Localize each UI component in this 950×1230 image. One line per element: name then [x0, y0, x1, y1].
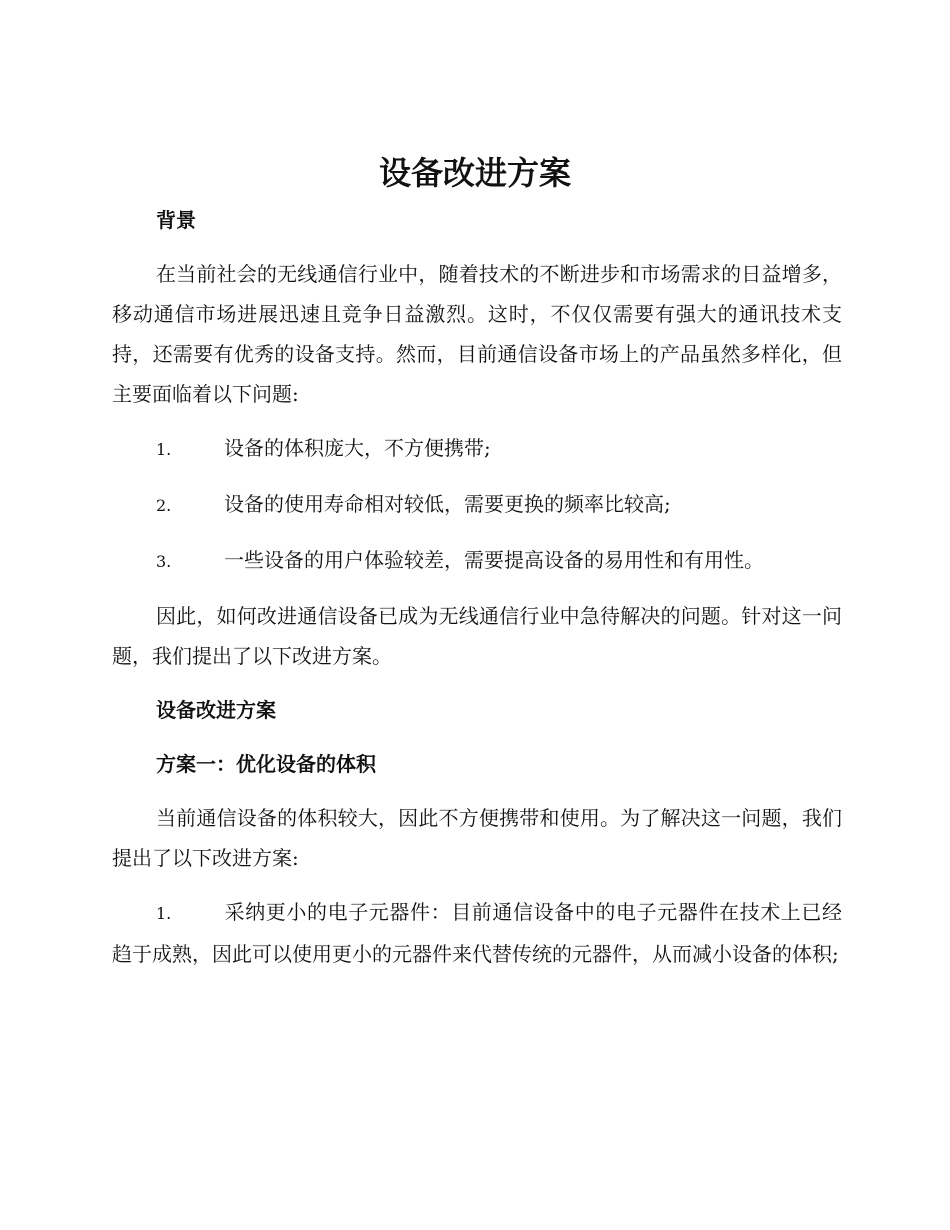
- paragraph-background: 在当前社会的无线通信行业中，随着技术的不断进步和市场需求的日益增多，移动通信市场进展迅速且竞争日益激烈。这时，不仅仅需要有强大的通讯技术支持，还需要有优秀的设备支持。然而，目前通信设备市场上的产品虽然多样化，但主要面临着以下问题:: [112, 262, 842, 406]
- list-text: 设备的体积庞大，不方便携带;: [224, 436, 491, 460]
- list-number: 1.: [156, 440, 172, 459]
- list-item: [112, 540, 842, 582]
- section-heading-plan: 设备改进方案: [156, 698, 276, 722]
- subsection-heading-plan1: 方案一：优化设备的体积: [156, 752, 376, 776]
- list-number: 3.: [156, 552, 172, 571]
- document-body: [112, 200, 842, 974]
- list-item: [112, 892, 842, 974]
- list-item: [112, 428, 842, 470]
- list-number: 1.: [156, 904, 172, 923]
- page-title: 设备改进方案: [378, 154, 571, 192]
- list-text: 设备的使用寿命相对较低，需要更换的频率比较高;: [224, 492, 671, 516]
- list-text: 采纳更小的电子元器件：目前通信设备中的电子元器件在技术上已经趋于成熟，因此可以使用更小的元器件来代替传统的元器件，从而减小设备的体积;: [112, 900, 842, 966]
- list-number: 2.: [156, 496, 172, 515]
- list-text: 一些设备的用户体验较差，需要提高设备的易用性和有用性。: [224, 548, 764, 572]
- list-item: [112, 484, 842, 526]
- paragraph-conclusion: 因此，如何改进通信设备已成为无线通信行业中急待解决的问题。针对这一问题，我们提出了以下改进方案。: [112, 604, 842, 668]
- paragraph-plan1: 当前通信设备的体积较大，因此不方便携带和使用。为了解决这一问题，我们提出了以下改进方案:: [112, 806, 842, 870]
- section-heading-background: 背景: [156, 208, 196, 232]
